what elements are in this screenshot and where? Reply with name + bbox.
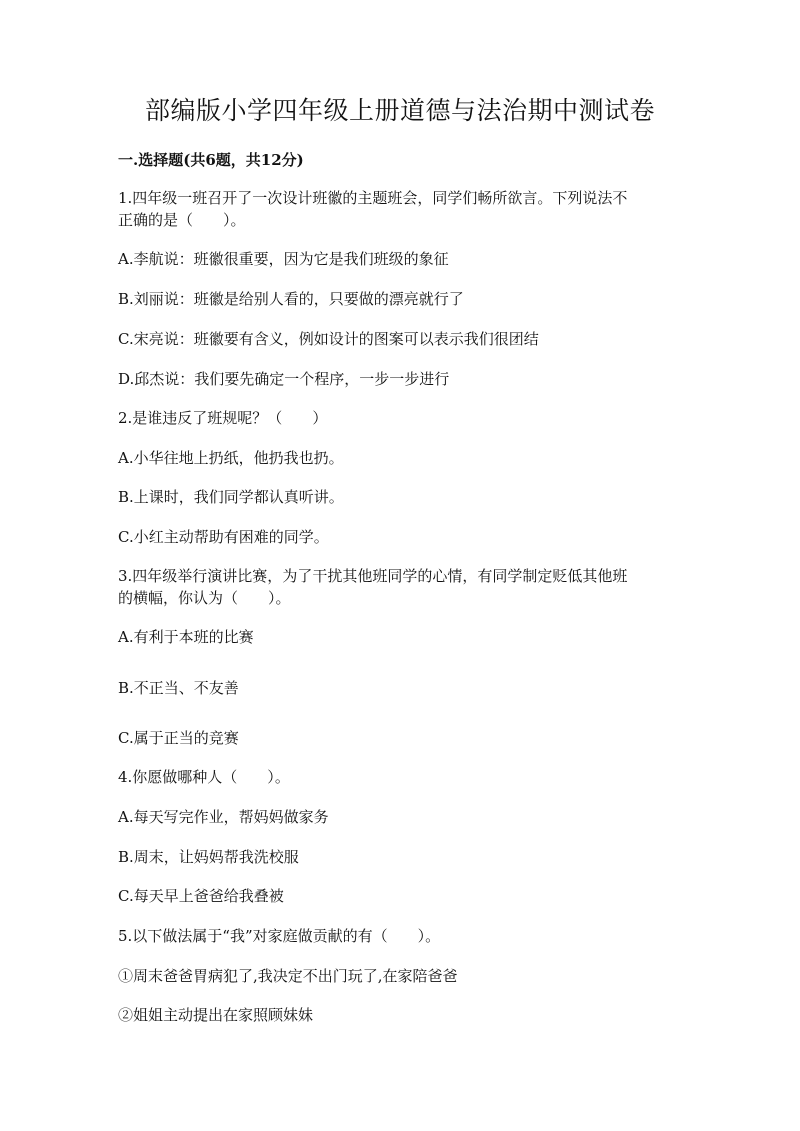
question-1-option-a: A.李航说：班徽很重要，因为它是我们班级的象征	[118, 250, 449, 268]
section-heading: 一.选择题(共6题，共12分)	[118, 151, 304, 169]
question-2-stem: 2.是谁违反了班规呢？（ ）	[118, 409, 328, 427]
question-1-option-c: C.宋亮说：班徽要有含义，例如设计的图案可以表示我们很团结	[118, 330, 539, 348]
exam-title: 部编版小学四年级上册道德与法治期中测试卷	[144, 96, 655, 125]
question-4-option-a: A.每天写完作业，帮妈妈做家务	[118, 808, 329, 826]
question-4-option-c: C.每天早上爸爸给我叠被	[118, 887, 284, 905]
question-2-option-c: C.小红主动帮助有困难的同学。	[118, 528, 329, 546]
question-3-option-a: A.有利于本班的比赛	[118, 628, 254, 646]
question-1-stem-line2: 正确的是（ ）。	[118, 211, 246, 229]
question-3-stem-line2: 的横幅，你认为（ ）。	[118, 589, 291, 607]
question-3-option-b: B.不正当、不友善	[118, 679, 239, 697]
question-3-option-c: C.属于正当的竞赛	[118, 729, 239, 747]
question-1-option-d: D.邱杰说：我们要先确定一个程序，一步一步进行	[118, 370, 450, 388]
question-2-option-b: B.上课时，我们同学都认真听讲。	[118, 488, 344, 506]
question-4-option-b: B.周末，让妈妈帮我洗校服	[118, 848, 299, 866]
question-1-option-b: B.刘丽说：班徽是给别人看的，只要做的漂亮就行了	[118, 290, 464, 308]
question-5-stem: 5.以下做法属于“我”对家庭做贡献的有（ ）。	[118, 927, 441, 945]
question-5-option-1: ①周末爸爸胃病犯了,我决定不出门玩了,在家陪爸爸	[118, 967, 458, 985]
question-1-stem-line1: 1.四年级一班召开了一次设计班徽的主题班会，同学们畅所欲言。下列说法不	[118, 189, 628, 207]
question-4-stem: 4.你愿做哪种人（ ）。	[118, 768, 290, 786]
question-2-option-a: A.小华往地上扔纸，他扔我也扔。	[118, 449, 344, 467]
question-3-stem-line1: 3.四年级举行演讲比赛，为了干扰其他班同学的心情，有同学制定贬低其他班	[118, 567, 628, 585]
question-5-option-2: ②姐姐主动提出在家照顾妹妹	[118, 1006, 314, 1024]
